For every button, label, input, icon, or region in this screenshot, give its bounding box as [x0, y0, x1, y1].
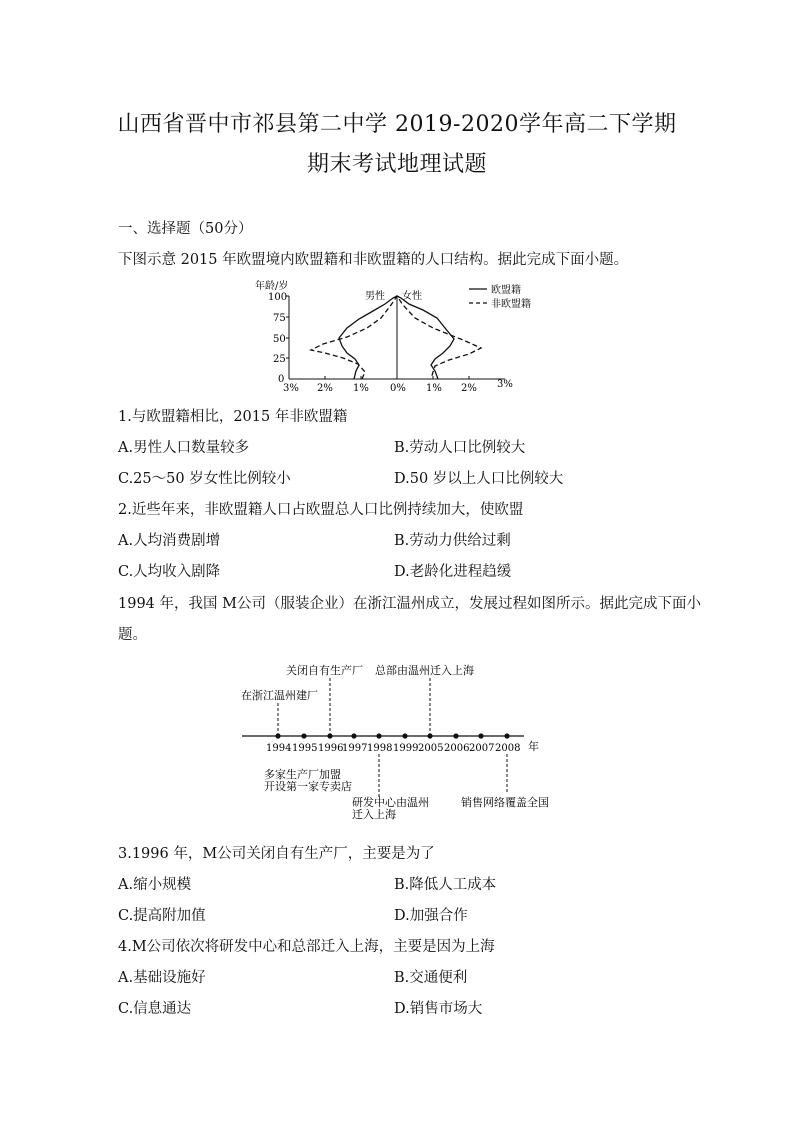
question-4-stem: 4.M公司依次将研发中心和总部迁入上海，主要是因为上海: [118, 939, 495, 955]
ytick-0: 0: [278, 374, 285, 385]
q1-option-a[interactable]: A.男性人口数量较多: [118, 440, 250, 456]
xtick-right-3: 3%: [497, 379, 513, 390]
q3-option-b[interactable]: B.降低人工成本: [394, 877, 497, 893]
q4-option-d[interactable]: D.销售市场大: [394, 1001, 483, 1017]
event-1994-founded: 在浙江温州建厂: [241, 689, 318, 702]
event-1996-close-factory: 关闭自有生产厂: [286, 664, 363, 677]
female-label: 女性: [402, 291, 422, 302]
intro-paragraph-2-line1: 1994 年，我国 M公司（服装企业）在浙江温州成立，发展过程如图所示。据此完成下面小: [118, 596, 701, 612]
event-1998-line1: 研发中心由温州: [352, 796, 429, 809]
q3-option-c[interactable]: C.提高附加值: [118, 908, 206, 924]
year-2007: 2007: [469, 743, 495, 754]
year-1996: 1996: [318, 743, 344, 754]
page-title-line2: 期末考试地理试题: [306, 152, 487, 177]
xtick-right-1: 1%: [426, 383, 442, 394]
q2-option-a[interactable]: A.人均消费剧增: [118, 533, 221, 549]
legend-eu: 欧盟籍: [491, 285, 521, 296]
q3-option-d[interactable]: D.加强合作: [394, 908, 468, 924]
non-eu-citizens-curve: [311, 296, 481, 379]
intro-paragraph-1: 下图示意 2015 年欧盟境内欧盟籍和非欧盟籍的人口结构。据此完成下面小题。: [118, 252, 629, 268]
section-heading: 一、选择题（50分）: [118, 221, 253, 237]
event-2005-hq-move: 总部由温州迁入上海: [375, 664, 474, 677]
question-1-stem: 1.与欧盟籍相比，2015 年非欧盟籍: [118, 409, 348, 425]
q2-option-d[interactable]: D.老龄化进程趋缓: [394, 564, 512, 580]
year-1995: 1995: [292, 743, 318, 754]
question-3-stem: 3.1996 年，M公司关闭自有生产厂，主要是为了: [118, 846, 435, 862]
event-1997-line2: 开设第一家专卖店: [264, 780, 352, 793]
q3-option-a[interactable]: A.缩小规模: [118, 877, 192, 893]
ytick-50: 50: [273, 334, 286, 345]
event-2008-network: 销售网络覆盖全国: [461, 796, 549, 809]
xtick-left-3: 3%: [283, 383, 299, 394]
q4-option-a[interactable]: A.基础设施好: [118, 970, 206, 986]
year-1994: 1994: [266, 743, 292, 754]
ytick-75: 75: [273, 313, 286, 324]
xtick-left-1: 1%: [353, 383, 369, 394]
year-2006: 2006: [444, 743, 470, 754]
male-label: 男性: [365, 291, 385, 302]
pyramid-ylabel: 年龄/岁: [255, 281, 289, 292]
q1-option-d[interactable]: D.50 岁以上人口比例较大: [394, 471, 564, 487]
company-timeline-diagram: [236, 658, 556, 823]
q2-option-c[interactable]: C.人均收入剧降: [118, 564, 221, 580]
q4-option-c[interactable]: C.信息通达: [118, 1001, 192, 1017]
xtick-left-2: 2%: [317, 383, 333, 394]
year-2008: 2008: [495, 743, 521, 754]
ytick-25: 25: [273, 354, 286, 365]
event-1998-line2: 迁入上海: [352, 808, 396, 821]
q2-option-b[interactable]: B.劳动力供给过剩: [394, 533, 511, 549]
question-2-stem: 2.近些年来，非欧盟籍人口占欧盟总人口比例持续加大，使欧盟: [118, 502, 524, 518]
q1-option-b[interactable]: B.劳动人口比例较大: [394, 440, 526, 456]
year-1997: 1997: [342, 743, 368, 754]
q1-option-c[interactable]: C.25～50 岁女性比例较小: [118, 471, 291, 487]
year-2005: 2005: [418, 743, 444, 754]
year-1999: 1999: [393, 743, 419, 754]
q4-option-b[interactable]: B.交通便利: [394, 970, 468, 986]
ytick-100: 100: [268, 292, 288, 303]
population-pyramid-chart: [255, 278, 555, 398]
page-title-line1: 山西省晋中市祁县第二中学 2019-2020学年高二下学期: [117, 112, 677, 137]
xtick-right-2: 2%: [461, 383, 477, 394]
intro-paragraph-2-line2: 题。: [118, 627, 147, 643]
legend-non-eu: 非欧盟籍: [491, 299, 531, 310]
xtick-center: 0%: [390, 383, 406, 394]
event-1997-line1: 多家生产厂加盟: [264, 768, 341, 781]
year-1998: 1998: [367, 743, 393, 754]
year-unit: 年: [528, 740, 539, 753]
